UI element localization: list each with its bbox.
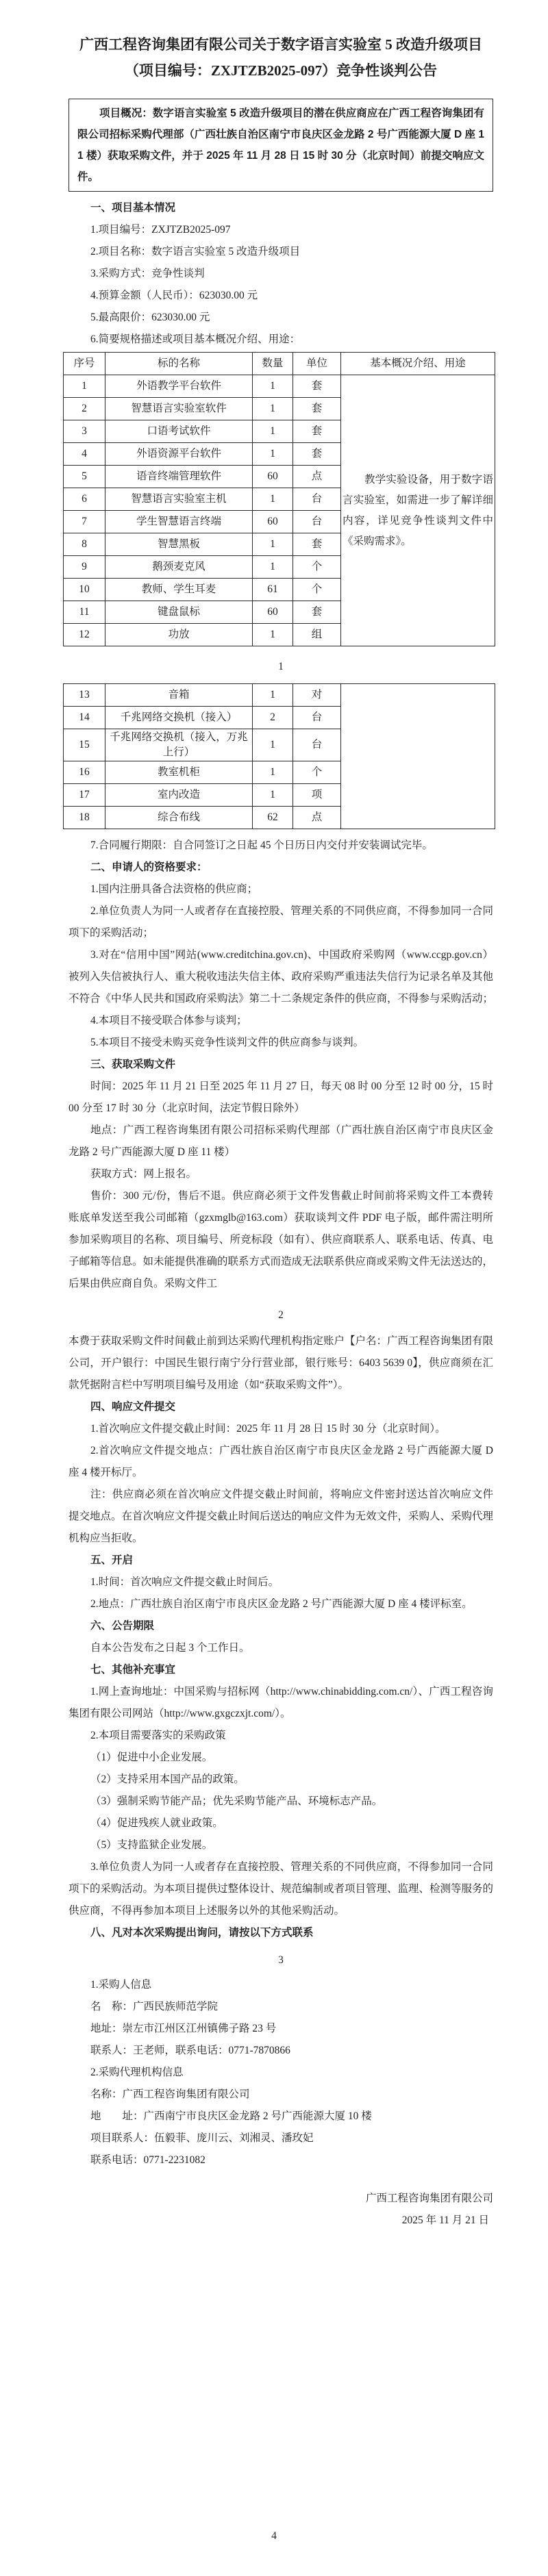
cell-unit: 点: [293, 466, 341, 488]
agency-phone: 联系电话：0771-2231082: [90, 2154, 206, 2166]
col-header-qty: 数量: [253, 353, 293, 375]
section3-method: 获取方式：网上报名。: [90, 1168, 197, 1180]
col-header-name: 标的名称: [105, 353, 253, 375]
purchaser-name: 名 称：广西民族师范学院: [90, 2001, 219, 2012]
cell-seq: 12: [64, 624, 105, 646]
document-title: [68, 0, 493, 84]
cell-seq: 11: [64, 601, 105, 624]
section1-item-method: 3.采购方式：竞争性谈判: [90, 268, 205, 279]
cell-name: 外语教学平台软件: [105, 375, 253, 398]
cell-seq: 6: [64, 488, 105, 511]
cell-name: 外语资源平台软件: [105, 443, 253, 466]
cell-unit: 套: [293, 420, 341, 443]
cell-qty: 1: [253, 375, 293, 398]
section2-item3: 3.对在“信用中国”网站(www.creditchina.gov.cn)、中国政府采购网（www.ccgp.gov.cn）被列入失信被执行人、重大税收违法失信主体、政府采购严重违法失信行为记录名单及其他不符合《中华人民共和国政府采购法》第二十二条规定条件的供应商，不得参与采购活动；: [68, 949, 494, 1005]
cell-seq: 13: [64, 684, 105, 707]
cell-qty: 2: [253, 707, 293, 729]
cell-name: 千兆网络交换机（接入，万兆上行）: [105, 729, 253, 761]
page-number-1: 1: [278, 661, 284, 672]
section3-heading: 三、获取采购文件: [90, 1059, 176, 1070]
section7-policy1: （1）促进中小企业发展。: [90, 1752, 213, 1763]
cell-seq: 9: [64, 556, 105, 579]
cell-seq: 15: [64, 729, 105, 761]
cell-unit: 组: [293, 624, 341, 646]
section4-item2: 2.首次响应文件提交地点：广西壮族自治区南宁市良庆区金龙路 2 号广西能源大厦 D 座 4 楼开标厅。: [68, 1445, 493, 1478]
section7-heading: 七、其他补充事宜: [90, 1664, 176, 1676]
section1-item-contract-term: 7.合同履行期限：自合同签订之日起 45 个日历日内交付并安装调试完毕。: [90, 839, 433, 851]
col-header-unit: 单位: [293, 353, 341, 375]
section1-item-max-price: 5.最高限价：623030.00 元: [90, 312, 210, 323]
page-number-3: 3: [278, 1954, 284, 1966]
page-number-4: 4: [271, 2530, 277, 2542]
cell-qty: 62: [253, 807, 293, 829]
cell-seq: 1: [64, 375, 105, 398]
goods-table-page2: [63, 683, 495, 829]
cell-unit: 台: [293, 707, 341, 729]
agency-contact: 项目联系人：伍毅菲、庞川云、刘湘灵、潘玫妃: [90, 2132, 314, 2144]
table-row: [64, 375, 495, 398]
section7-policy3: （3）强制采购节能产品；优先采购节能产品、环境标志产品。: [90, 1795, 383, 1807]
cell-name: 综合布线: [105, 807, 253, 829]
cell-seq: 3: [64, 420, 105, 443]
cell-unit: 台: [293, 488, 341, 511]
section1-item-project-name: 2.项目名称：数字语言实验室 5 改造升级项目: [90, 246, 301, 257]
cell-name: 智慧黑板: [105, 533, 253, 556]
section3-price-part2: 本费于获取采购文件时间截止前到达采购代理机构指定账户【户名：广西工程咨询集团有限公司，开户银行：中国民生银行南宁分行营业部，银行账号：6403 5639 0】，供应商须在汇款凭据附言栏中写明项目编号及用途（如“获取采购文件”）。: [68, 1335, 494, 1391]
cell-qty: 1: [253, 624, 293, 646]
agency-info-title: 2.采购代理机构信息: [90, 2067, 184, 2078]
cell-name: 智慧语言实验室主机: [105, 488, 253, 511]
cell-unit: 个: [293, 556, 341, 579]
section5-heading: 五、开启: [90, 1554, 134, 1566]
page-number-2: 2: [278, 1309, 284, 1321]
cell-unit: 对: [293, 684, 341, 707]
agency-address: 地 址：广西南宁市良庆区金龙路 2 号广西能源大厦 10 楼: [90, 2110, 372, 2122]
cell-qty: 1: [253, 761, 293, 784]
cell-name: 鹅颈麦克风: [105, 556, 253, 579]
usage-note-text: 教学实验设备，用于数字语言实验室，如需进一步了解详细内容，详见竞争性谈判文件中《采购需求》。: [342, 473, 493, 547]
cell-qty: 1: [253, 784, 293, 807]
cell-qty: 1: [253, 420, 293, 443]
purchaser-contact: 联系人：王老师，联系电话：0771-7870866: [90, 2045, 290, 2056]
cell-unit: 套: [293, 601, 341, 624]
cell-qty: 1: [253, 729, 293, 761]
section2-item2: 2.单位负责人为同一人或者存在直接控股、管理关系的不同供应商，不得参加同一合同项下的采购活动；: [68, 905, 493, 939]
page-title-line2: （项目编号：ZXJTZB2025-097）竞争性谈判公告: [124, 62, 438, 79]
cell-seq: 16: [64, 761, 105, 784]
cell-seq: 2: [64, 398, 105, 420]
cell-qty: 1: [253, 488, 293, 511]
cell-unit: 个: [293, 761, 341, 784]
cell-qty: 60: [253, 601, 293, 624]
cell-name: 教师、学生耳麦: [105, 579, 253, 601]
section3-place: 地点：广西工程咨询集团有限公司招标采购代理部（广西壮族自治区南宁市良庆区金龙路 2 号广西能源大厦 D 座 11 楼）: [68, 1124, 493, 1158]
section2-item1: 1.国内注册具备合法资格的供应商；: [90, 883, 258, 895]
cell-name: 口语考试软件: [105, 420, 253, 443]
goods-table-header-row: [64, 353, 495, 375]
section3-price-part1: 售价：300 元/份，售后不退。供应商必须于文件发售截止时间前将采购文件工本费转账底单发送至我公司邮箱（gzxmglb@163.com）获取谈判文件 PDF 电子版，邮件需注明所参加采购项目的名称、项目编号、所竞标段（如有）、供应商联系人、联系电话、传真、电子邮箱等信息。如未能提供准确的联系方式而造成无法联系供应商或采购文件无法送达的，后果由供应商自负。采购文件工: [68, 1190, 494, 1289]
col-header-usage: 基本概况介绍、用途: [341, 353, 495, 375]
section4-heading: 四、响应文件提交: [90, 1401, 176, 1413]
cell-unit: 台: [293, 511, 341, 533]
cell-unit: 点: [293, 807, 341, 829]
signature-company: 广西工程咨询集团有限公司: [365, 2193, 493, 2204]
project-overview-text: 项目概况：数字语言实验室 5 改造升级项目的潜在供应商应在广西工程咨询集团有限公司招标采购代理部（广西壮族自治区南宁市良庆区金龙路 2 号广西能源大厦 D 座 11 楼）获取采购文件，并于 2025 年 11 月 28 日 15 时 30 分（北京时间）前提交响应文件。: [77, 108, 484, 183]
cell-name: 语音终端管理软件: [105, 466, 253, 488]
project-overview-box: [68, 99, 493, 192]
table-row: [64, 684, 495, 707]
cell-unit: 套: [293, 443, 341, 466]
agency-name: 名称：广西工程咨询集团有限公司: [90, 2088, 250, 2100]
cell-seq: 5: [64, 466, 105, 488]
cell-name: 智慧语言实验室软件: [105, 398, 253, 420]
section2-item4: 4.本项目不接受联合体参与谈判；: [90, 1015, 247, 1026]
section5-item1: 1.时间：首次响应文件提交截止时间后。: [90, 1576, 279, 1588]
cell-seq: 18: [64, 807, 105, 829]
section3-time: 时间：2025 年 11 月 21 日至 2025 年 11 月 27 日，每天 08 时 00 分至 12 时 00 分，15 时 00 分至 17 时 30 分（北京时间，法定节假日除外）: [68, 1081, 493, 1114]
section2-heading: 二、申请人的资格要求：: [90, 861, 208, 873]
cell-name: 教室机柜: [105, 761, 253, 784]
section4-item1: 1.首次响应文件提交截止时间：2025 年 11 月 28 日 15 时 30 分（北京时间）。: [90, 1423, 446, 1435]
section1-heading: 一、项目基本情况: [90, 202, 176, 214]
cell-seq: 8: [64, 533, 105, 556]
section7-item3: 3.单位负责人为同一人或者存在直接控股、管理关系的不同供应商，不得参加同一合同项下的采购活动。为本项目提供过整体设计、规范编制或者项目管理、监理、检测等服务的供应商，不得再参加本项目上述服务以外的其他采购活动。: [68, 1861, 494, 1917]
cell-seq: 7: [64, 511, 105, 533]
cell-unit: 套: [293, 375, 341, 398]
section7-item1: 1.网上查询地址：中国采购与招标网（http://www.chinabidding.com.cn/）、广西工程咨询集团有限公司网站（http://www.gxgczxjt.com/）。: [68, 1686, 493, 1719]
cell-unit: 套: [293, 533, 341, 556]
cell-qty: 1: [253, 684, 293, 707]
section7-policy4: （4）促进残疾人就业政策。: [90, 1817, 223, 1829]
cell-name: 音箱: [105, 684, 253, 707]
section7-policy2: （2）支持采用本国产品的政策。: [90, 1773, 245, 1785]
cell-unit: 项: [293, 784, 341, 807]
cell-qty: 1: [253, 398, 293, 420]
goods-table-page1: [63, 352, 495, 646]
section6-heading: 六、公告期限: [90, 1620, 155, 1632]
cell-seq: 17: [64, 784, 105, 807]
cell-name: 学生智慧语言终端: [105, 511, 253, 533]
cell-usage-empty: [341, 684, 495, 829]
section1-item-project-no: 1.项目编号：ZXJTZB2025-097: [90, 224, 231, 236]
cell-qty: 1: [253, 556, 293, 579]
cell-name: 键盘鼠标: [105, 601, 253, 624]
cell-qty: 60: [253, 466, 293, 488]
cell-seq: 14: [64, 707, 105, 729]
cell-qty: 61: [253, 579, 293, 601]
cell-qty: 1: [253, 443, 293, 466]
page-title-line1: 广西工程咨询集团有限公司关于数字语言实验室 5 改造升级项目: [79, 36, 482, 53]
section8-heading: 八、凡对本次采购提出询问，请按以下方式联系: [90, 1927, 314, 1939]
cell-name: 室内改造: [105, 784, 253, 807]
section6-body: 自本公告发布之日起 3 个工作日。: [90, 1642, 250, 1654]
purchaser-address: 地址：崇左市江州区江州镇佛子路 23 号: [90, 2023, 277, 2034]
cell-usage-note: [341, 375, 495, 646]
col-header-seq: 序号: [64, 353, 105, 375]
signature-date: 2025 年 11 月 21 日: [401, 2214, 489, 2226]
cell-name: 千兆网络交换机（接入）: [105, 707, 253, 729]
cell-seq: 4: [64, 443, 105, 466]
section1-item-spec-intro: 6.简要规格描述或项目基本概况介绍、用途：: [90, 333, 301, 345]
purchaser-info-title: 1.采购人信息: [90, 1979, 152, 1991]
cell-unit: 套: [293, 398, 341, 420]
cell-unit: 台: [293, 729, 341, 761]
section1-item-budget: 4.预算金额（人民币）：623030.00 元: [90, 290, 258, 301]
section5-item2: 2.地点：广西壮族自治区南宁市良庆区金龙路 2 号广西能源大厦 D 座 4 楼评标室。: [90, 1598, 473, 1610]
cell-unit: 个: [293, 579, 341, 601]
cell-qty: 60: [253, 511, 293, 533]
section4-note: 注：供应商必须在首次响应文件提交截止时间前，将响应文件密封送达首次响应文件提交地点。在首次响应文件提交截止时间后送达的响应文件为无效文件，采购人、采购代理机构应当拒收。: [68, 1489, 494, 1544]
section7-item2: 2.本项目需要落实的采购政策: [90, 1730, 226, 1741]
section2-item5: 5.本项目不接受未购买竞争性谈判文件的供应商参与谈判。: [90, 1037, 364, 1048]
section7-policy5: （5）支持监狱企业发展。: [90, 1839, 213, 1851]
cell-seq: 10: [64, 579, 105, 601]
cell-name: 功放: [105, 624, 253, 646]
cell-qty: 1: [253, 533, 293, 556]
